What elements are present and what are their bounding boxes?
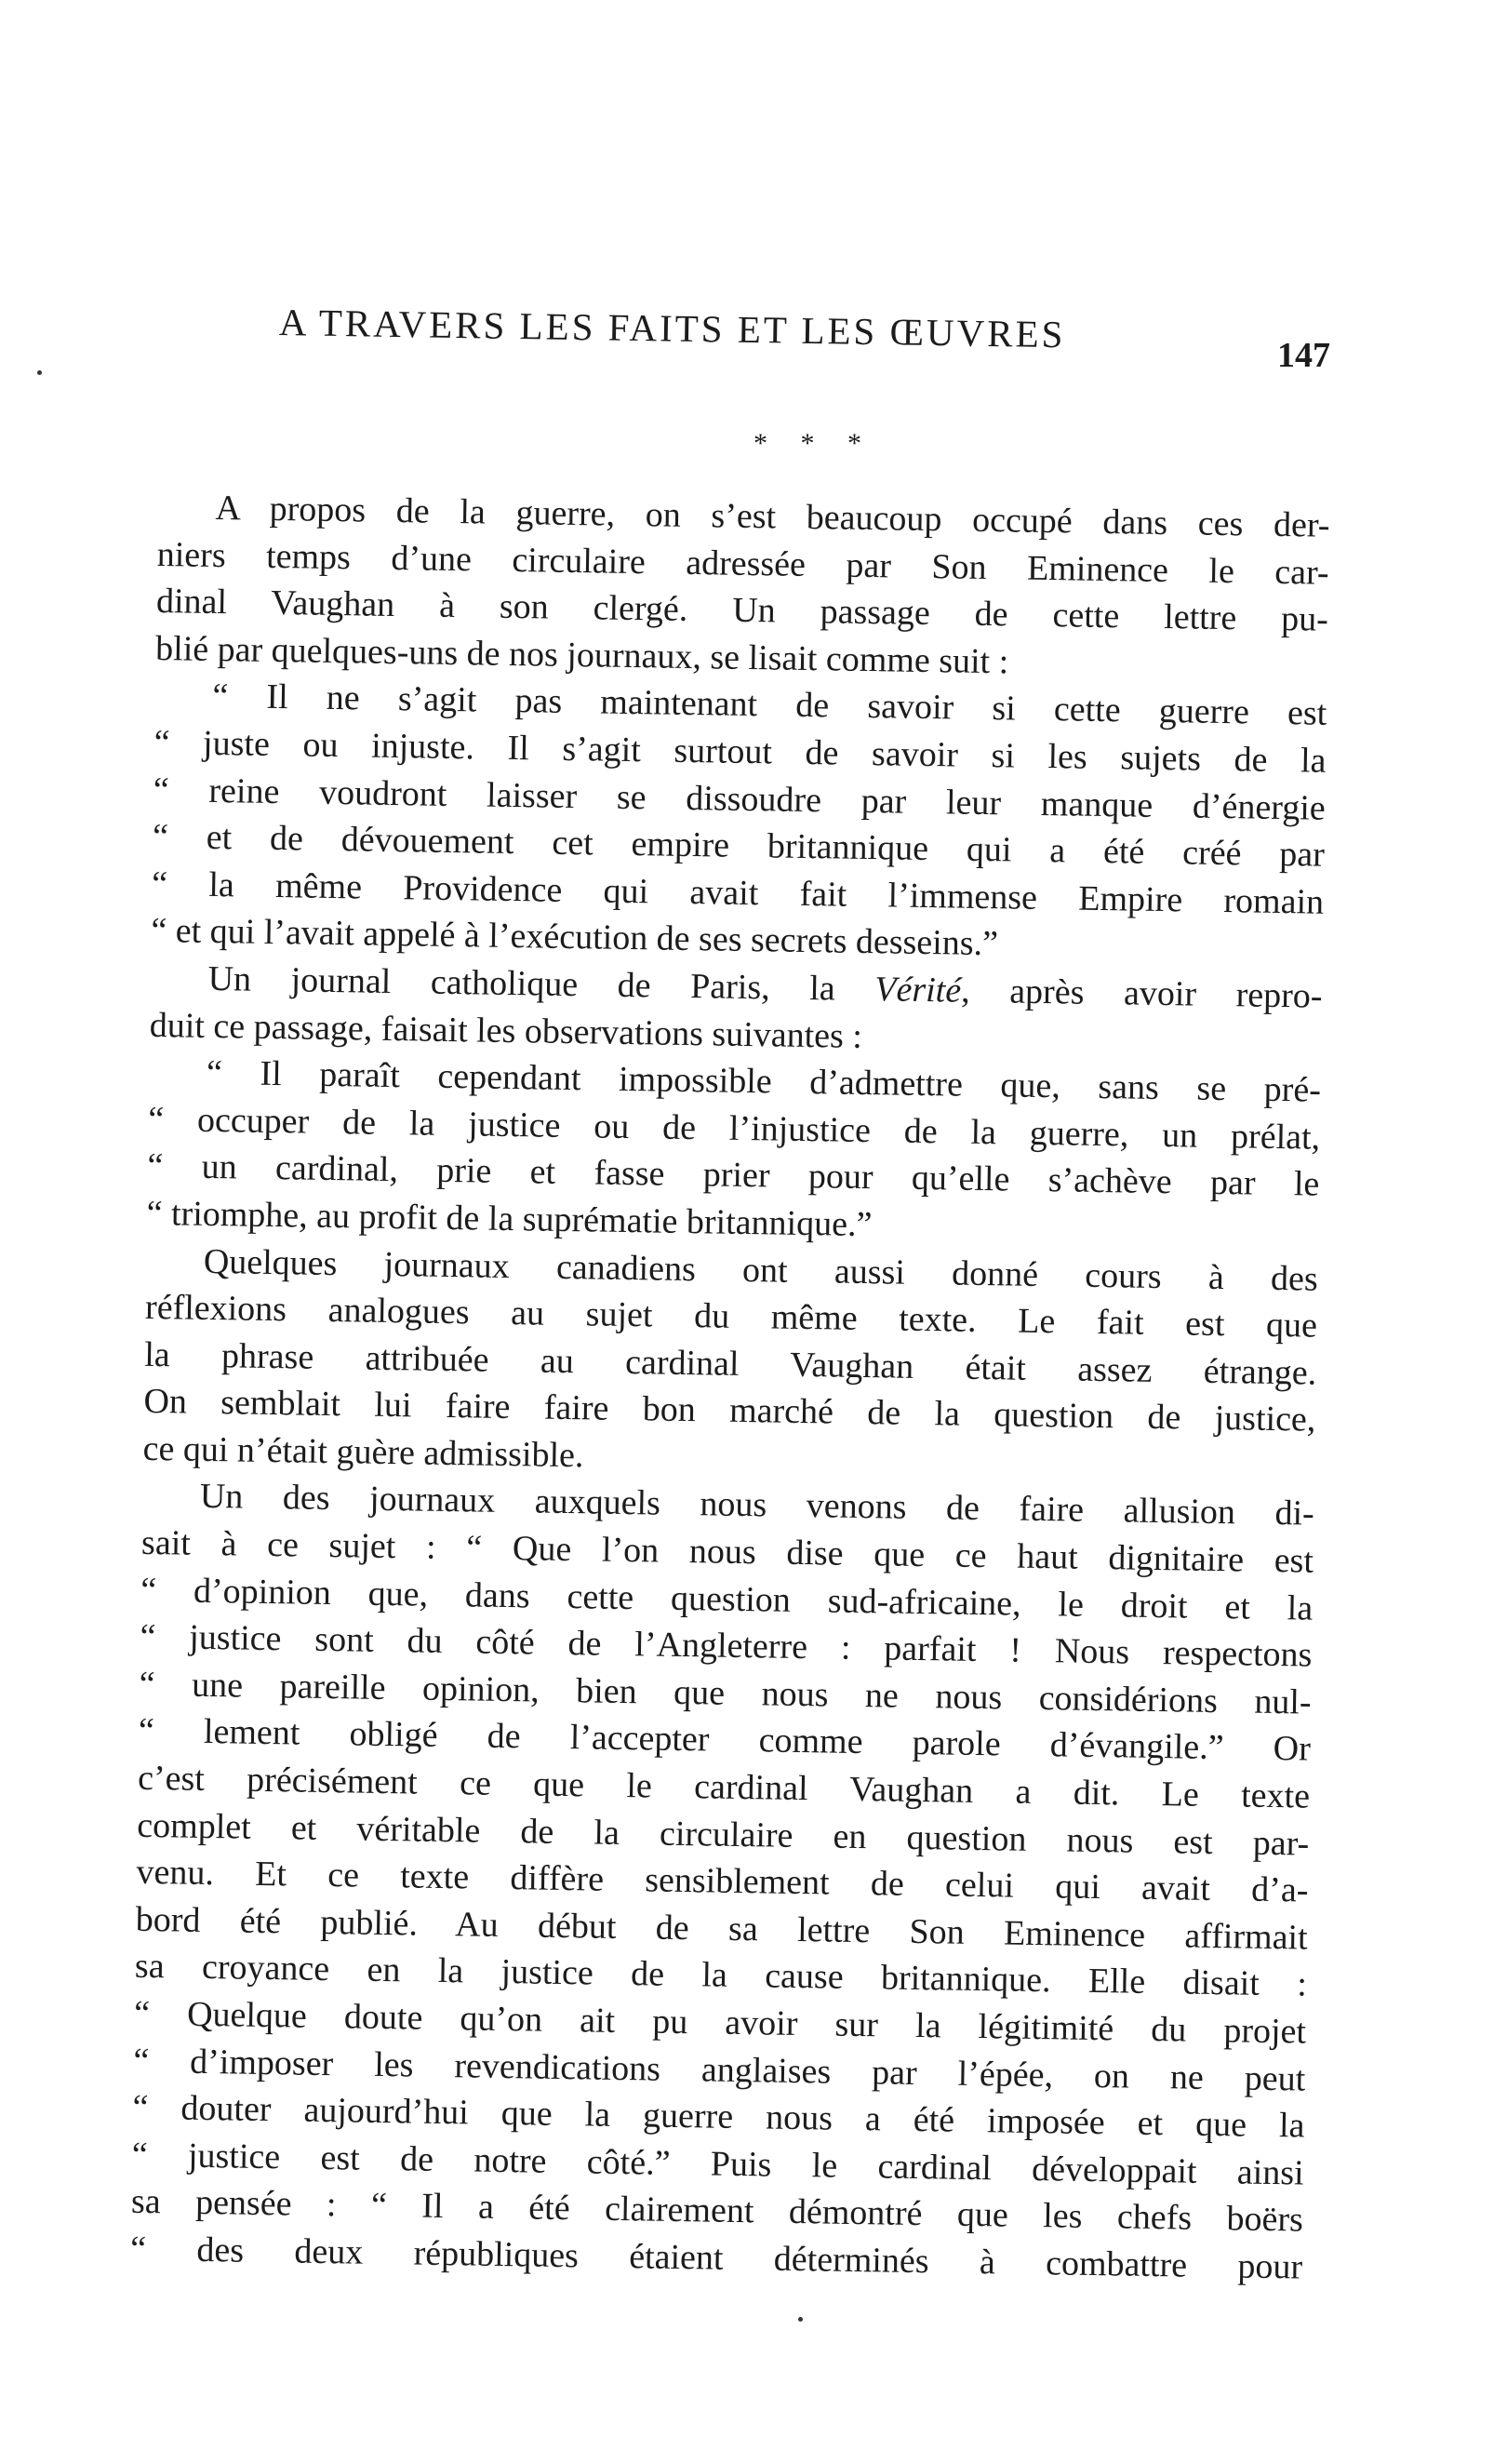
running-head [233,300,1340,375]
text-line: niers temps d’une circulaire adressée par Son Eminence le car- [156,534,1329,593]
ink-speck [37,370,42,375]
text-line: “ Il paraît cependant impossible d’admettre que, sans se pré- [206,1053,1322,1110]
text-line: sa croyance en la justice de la cause britannique. Elle disait : [134,1947,1308,2004]
text-line: ce qui n’était guère admissible. [142,1428,584,1476]
running-title: A TRAVERS LES FAITS ET LES ŒUVRES [278,301,1066,356]
text-line: “ et de dévouement cet empire britannique qui a été créé par [152,817,1326,875]
text-line: A propos de la guerre, on s’est beaucoup occupé dans ces der- [215,488,1330,545]
text-line: “ et qui l’avait appelé à l’exécution de ses secrets desseins.” [151,911,999,964]
text-line: “ une pareille opinion, bien que nous ne nous considérions nul- [139,1664,1312,1722]
paragraph [151,672,1327,972]
text-line: “ triomphe, au profit de la suprématie britannique.” [146,1193,873,1245]
text-line: duit ce passage, faisait les observations suivantes : [149,1005,863,1056]
text-line: On semblait lui faire faire bon marché de la question de justice, [143,1382,1316,1440]
text-line: “ des deux républiques étaient déterminés à combattre pour [129,2229,1303,2287]
paragraph [142,1237,1318,1491]
text-line: Quelques journaux canadiens ont aussi donné cours à des [203,1241,1319,1299]
text-line: “ la même Providence qui avait fait l’immense Empire romain [151,864,1325,922]
text-line: “ Quelque doute qu’on ait pu avoir sur la légitimité du projet [133,1993,1307,2052]
text-line: bord été publié. Au début de sa lettre Son Eminence affirmait [135,1899,1308,1958]
text-line: la phrase attribuée au cardinal Vaughan était assez étrange. [143,1334,1317,1393]
paragraph [130,1472,1314,2291]
paragraph [155,484,1330,690]
text-line: “ un cardinal, prie et fasse prier pour qu’elle s’achève par le [147,1146,1320,1205]
body-text [130,484,1330,2291]
text-line: “ occuper de la justice ou de l’injustice de la guerre, un prélat, [147,1099,1321,1158]
text-line: c’est précisément ce que le cardinal Vaughan a dit. Le texte [137,1758,1311,1816]
text-line: dinal Vaughan à son clergé. Un passage de cette lettre pu- [155,582,1329,639]
text-line: “ juste ou injuste. Il s’agit surtout de savoir si les sujets de la [153,722,1327,781]
text-line: “ reine voudront laisser se dissoudre par leur manque d’énergie [153,770,1327,828]
page-number: 147 [1277,336,1330,375]
section-separator: * * * [754,428,874,459]
text-line: blié par quelques-uns de nos journaux, se lisait comme suit : [154,628,1009,682]
text-line: “ lement obligé de l’accepter comme parole d’évangile.” Or [138,1711,1312,1770]
ink-speck [798,2317,803,2322]
text-line: “ d’imposer les revendications anglaises par l’épée, on ne peut [133,2041,1306,2099]
text-line: “ douter aujourd’hui que la guerre nous a été imposée et que la [132,2087,1305,2146]
text-line: “ Il ne s’agit pas maintenant de savoir si cette guerre est [212,676,1327,734]
text-line: “ justice est de notre côté.” Puis le cardinal développait ainsi [131,2135,1304,2193]
text-line: venu. Et ce texte diffère sensiblement de celui qui avait d’a- [136,1853,1309,1910]
text-line: Un des journaux auxquels nous venons de faire allusion di- [199,1477,1315,1534]
text-line: sa pensée : “ Il a été clairement démontré que les chefs boërs [130,2182,1304,2240]
text-line: complet et véritable de la circulaire en question nous est par- [137,1805,1310,1864]
text-line: Un journal catholique de Paris, la Vérité, après avoir repro- [207,958,1323,1016]
paragraph [149,955,1322,1067]
text-line: sait à ce sujet : “ Que l’on nous dise que ce haut dignitaire est [140,1522,1314,1581]
text-line: réflexions analogues au sujet du même texte. Le fait est que [144,1287,1318,1346]
text-line: “ d’opinion que, dans cette question sud-africaine, le droit et la [140,1570,1314,1628]
paragraph [146,1049,1321,1255]
text-line: “ justice sont du côté de l’Angleterre : parfait ! Nous respectons [140,1617,1313,1675]
